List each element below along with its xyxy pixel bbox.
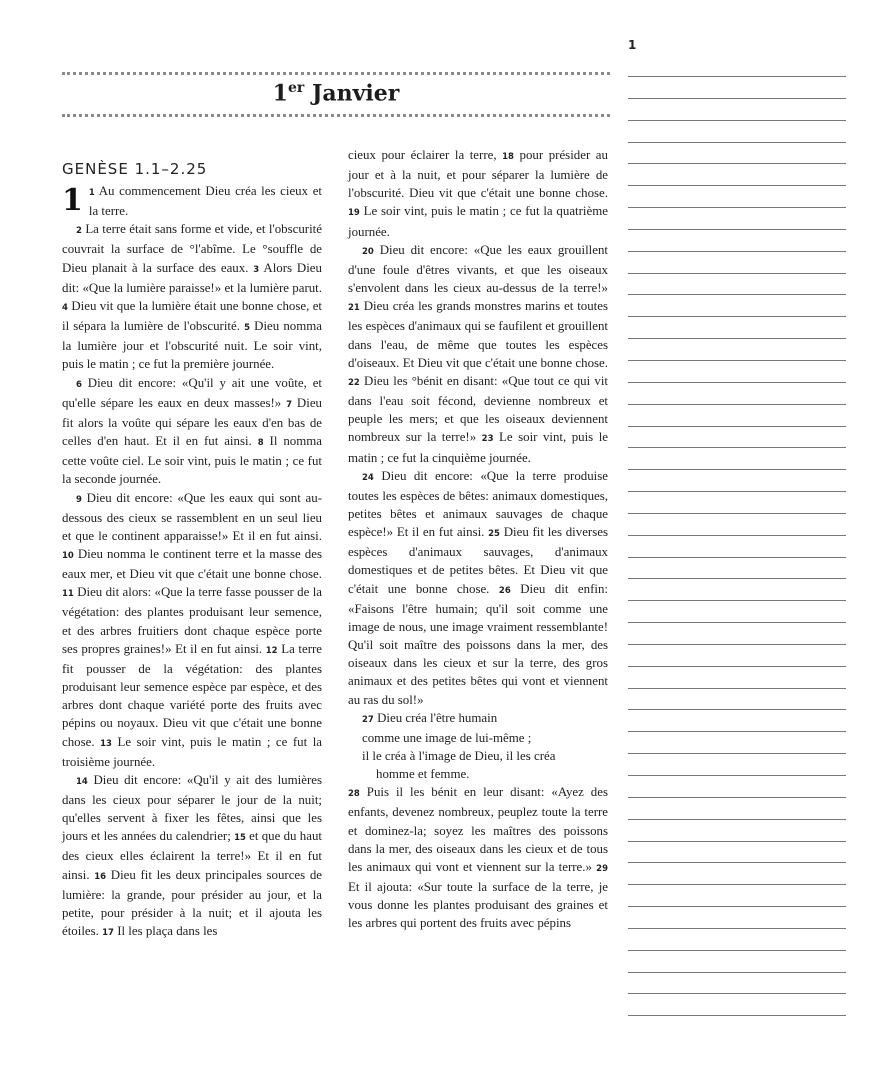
verse-number: 25 — [488, 529, 500, 540]
note-line — [628, 775, 846, 776]
note-line — [628, 491, 846, 492]
verse-text: Dieu dit alors: «Que la terre fasse pousser de la végétation: des plantes produisant leur semence, et des arbres fruitiers dont chaque espèce porte ses propres graines!» Et il en fut ainsi. — [62, 585, 322, 656]
verse-number: 6 — [76, 379, 82, 390]
note-line — [628, 557, 846, 558]
verse-text: Le soir vint, puis le matin ; ce fut la cinquième journée. — [348, 430, 608, 465]
verse-number: 13 — [100, 738, 112, 749]
verse-text: et que du haut des cieux elles éclairent la terre!» Et il en fut ainsi. — [62, 829, 322, 882]
verse-text: Au commencement Dieu créa les cieux et la terre. — [88, 184, 322, 219]
note-line — [628, 273, 846, 274]
verse-number: 21 — [348, 303, 360, 314]
verse-text: Dieu dit encore: «Qu'il y ait des lumières dans les cieux pour séparer le jour de la nuit; qu'elles servent à fixer les fêtes, ainsi que les jours et les années du calendrier; — [62, 772, 322, 844]
verse-text: Il nomma cette voûte ciel. Le soir vint, puis le matin ; ce fut la seconde journée. — [62, 434, 322, 487]
paragraph — [348, 747, 608, 765]
note-line — [628, 163, 846, 164]
verse-number: 16 — [94, 871, 107, 882]
verse-text: Dieu dit encore: «Que les eaux qui sont au-dessous des cieux se rassemblent en un seul lieu et que le continent apparaisse!» Et il en fut ainsi. — [62, 490, 322, 543]
note-line — [628, 447, 846, 448]
verse-text: Dieu vit que la lumière était une bonne chose, et il sépara la lumière de l'obscurité. — [62, 298, 322, 334]
note-line — [628, 622, 846, 623]
note-line — [628, 251, 846, 252]
note-line — [628, 993, 846, 994]
verse-text: comme une image de lui-même ; — [362, 730, 532, 745]
verse-text: Le soir vint, puis le matin ; ce fut la quatrième journée. — [348, 204, 608, 239]
verse-number: 28 — [348, 789, 360, 800]
paragraph — [62, 374, 322, 489]
verse-text: Dieu fit alors la voûte qui sépare les eaux d'en bas de celles d'en haut. Et il en fut ainsi. — [62, 395, 322, 449]
verse-text: homme et femme. — [376, 767, 470, 782]
verse-number: 22 — [348, 377, 360, 388]
paragraph — [348, 146, 608, 241]
note-line — [628, 207, 846, 208]
note-line — [628, 819, 846, 820]
note-line — [628, 426, 846, 427]
verse-number: 29 — [596, 863, 608, 874]
verse-text: Il les plaça dans les — [117, 924, 218, 939]
note-line — [628, 644, 846, 645]
note-line — [628, 688, 846, 689]
verse-number: 7 — [286, 399, 293, 410]
verse-number: 18 — [502, 152, 514, 162]
verse-text: pour présider au jour et à la nuit, et pour séparer la lumière de l'obscurité. Dieu vit que c'était une bonne chose. — [348, 148, 608, 201]
verse-number: 17 — [102, 928, 114, 939]
day-title: 1er Janvier — [272, 80, 400, 107]
note-line — [628, 513, 846, 514]
note-line — [628, 928, 846, 929]
note-line — [628, 666, 846, 667]
note-line — [628, 185, 846, 186]
note-line — [628, 753, 846, 754]
page-number: 1 — [628, 38, 637, 52]
note-line — [628, 578, 846, 579]
note-line — [628, 76, 846, 77]
left-text-column — [62, 182, 322, 942]
verse-number: 27 — [362, 714, 374, 725]
verse-text: Et il ajouta: «Sur toute la surface de la terre, je vous donne les plantes produisant des graines et les arbres qui portent des fruits avec pépins — [348, 880, 608, 931]
verse-text: Dieu créa les grands monstres marins et toutes les espèces d'animaux qui se faufilent et grouillent dans l'eau, de même que toutes les espèces d'oiseaux. Et Dieu vit que c'était une bonne chose. — [348, 299, 608, 370]
paragraph — [62, 489, 322, 771]
verse-number: 8 — [257, 438, 264, 449]
verse-number: 10 — [62, 550, 74, 561]
verse-number: 4 — [62, 302, 68, 313]
note-line — [628, 120, 846, 121]
verse-text: Alors Dieu dit: «Que la lumière paraisse!» et la lumière parut. — [62, 260, 322, 295]
paragraph — [348, 765, 608, 783]
verse-number: 12 — [265, 645, 278, 656]
verse-text: cieux pour éclairer la terre, — [348, 148, 497, 162]
verse-number: 26 — [498, 585, 511, 596]
note-line — [628, 906, 846, 907]
verse-text: Dieu dit encore: «Que la terre produise toutes les espèces de bêtes: animaux domestiques, petites bêtes et animaux sauvages de chaque espèce!» Et il en fut ainsi. — [348, 468, 608, 540]
note-line — [628, 1015, 846, 1016]
verse-text: Dieu créa l'être humain — [377, 710, 498, 725]
note-line — [628, 600, 846, 601]
note-line — [628, 404, 846, 405]
verse-text: Le soir vint, puis le matin ; ce fut la troisième journée. — [62, 734, 322, 769]
note-line — [628, 709, 846, 710]
paragraph — [62, 220, 322, 373]
verse-text: Puis il les bénit en leur disant: «Ayez des enfants, devenez nombreux, peuplez toute la terre et dominez-la; soyez les maîtres des poissons dans la mer, des oiseaux dans les cieux et de tous les animaux qui vont et viennent sur la terre.» — [348, 785, 608, 874]
note-line — [628, 294, 846, 295]
note-line — [628, 382, 846, 383]
verse-number: 5 — [244, 323, 250, 334]
passage-reference: GENÈSE 1.1–2.25 — [62, 160, 208, 178]
note-line — [628, 862, 846, 863]
verse-text: Dieu nomma la lumière jour et l'obscurité nuit. Le soir vint, puis le matin ; ce fut la première journée. — [62, 319, 322, 372]
notes-ruled-lines — [628, 76, 846, 1037]
verse-number: 2 — [76, 226, 82, 237]
verse-number: 15 — [234, 833, 246, 844]
top-dotted-divider — [62, 72, 610, 75]
note-line — [628, 535, 846, 536]
note-line — [628, 98, 846, 99]
paragraph — [62, 771, 322, 942]
verse-text: Dieu fit les diverses espèces d'animaux sauvages, d'animaux domestiques et de petites bêtes. Et Dieu vit que c'était une bonne chose. — [348, 525, 608, 596]
verse-text: La terre était sans forme et vide, et l'obscurité couvrait la surface de °l'abîme. Le °souffle de Dieu planait à la surface des eaux. — [62, 222, 322, 275]
chapter-number: 1 — [62, 183, 83, 218]
bottom-dotted-divider — [62, 114, 610, 117]
note-line — [628, 469, 846, 470]
verse-number: 20 — [362, 246, 374, 257]
paragraph — [348, 729, 608, 747]
verse-number: 23 — [481, 434, 494, 445]
note-line — [628, 229, 846, 230]
note-line — [628, 950, 846, 951]
paragraph — [348, 467, 608, 709]
note-line — [628, 316, 846, 317]
verse-text: Dieu les °bénit en disant: «Que tout ce qui vit dans l'eau soit fécond, devienne nombreux et peuple les mers; et que les oiseaux deviennent nombreux sur la terre!» — [348, 373, 608, 445]
paragraph — [62, 182, 322, 220]
note-line — [628, 360, 846, 361]
verse-text: Dieu dit enfin: «Faisons l'être humain; qu'il soit comme une image de nous, une image vraiment ressemblante! Qu'il soit maître des poissons dans la mer, des oiseaux dans les cieux et sur la terre, des gros animaux et des petites bêtes qui vont et viennent au ras du sol!» — [348, 581, 608, 707]
verse-number: 1 — [88, 188, 95, 198]
verse-text: Dieu dit encore: «Que les eaux grouillent d'une foule d'êtres vivants, et que les oiseaux s'envolent dans les cieux au-dessus de la terre!» — [348, 242, 608, 296]
verse-text: Dieu dit encore: «Qu'il y ait une voûte, et qu'elle sépare les eaux en deux masses!» — [62, 375, 322, 410]
verse-number: 24 — [362, 472, 374, 483]
verse-number: 19 — [348, 208, 360, 219]
note-line — [628, 797, 846, 798]
note-line — [628, 972, 846, 973]
verse-text: La terre fit pousser de la végétation: des plantes produisant leur semence espèce par espèce, et des arbres dont chaque variété porte des fruits avec pépins ou noyaux. Dieu vit que c'était une bonne chose. — [62, 641, 322, 749]
paragraph — [348, 783, 608, 932]
verse-text: Dieu nomma le continent terre et la masse des eaux mer, et Dieu vit que c'était une bonne chose. — [62, 546, 322, 582]
verse-number: 11 — [62, 589, 74, 600]
paragraph — [348, 241, 608, 467]
verse-text: Dieu fit les deux principales sources de lumière: la grande, pour présider au jour, et la petite, pour présider à la nuit; et il ajouta les étoiles. — [62, 867, 322, 939]
paragraph — [348, 709, 608, 729]
verse-number: 3 — [253, 264, 260, 275]
note-line — [628, 731, 846, 732]
note-line — [628, 338, 846, 339]
verse-number: 9 — [76, 494, 82, 505]
note-line — [628, 142, 846, 143]
note-line — [628, 884, 846, 885]
verse-number: 14 — [76, 776, 88, 787]
note-line — [628, 841, 846, 842]
right-text-column — [348, 146, 608, 933]
verse-text: il le créa à l'image de Dieu, il les créa — [362, 749, 556, 763]
